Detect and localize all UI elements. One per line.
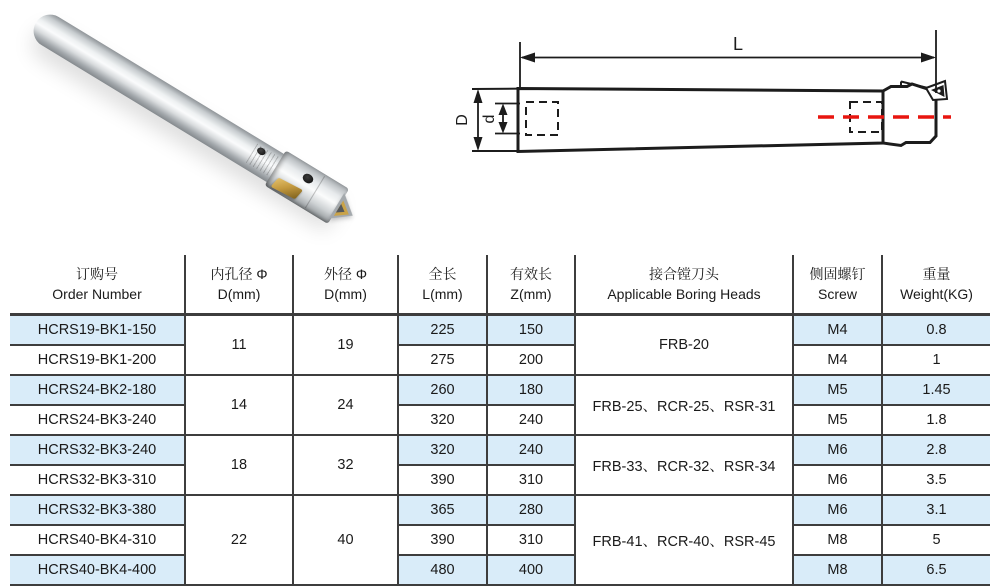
cell-order-number: HCRS40-BK4-310 — [10, 525, 185, 555]
cell-overall-length: 225 — [398, 315, 487, 346]
cell-screw: M4 — [793, 315, 882, 346]
header-order-number: 订购号 Order Number — [10, 255, 185, 315]
cell-order-number: HCRS32-BK3-240 — [10, 435, 185, 465]
cell-screw: M4 — [793, 345, 882, 375]
arrowhead — [499, 104, 508, 116]
header-overall-length: 全长 L(mm) — [398, 255, 487, 315]
cell-weight: 1.45 — [882, 375, 990, 405]
cell-overall-length: 320 — [398, 405, 487, 435]
cell-screw: M6 — [793, 435, 882, 465]
arrowhead — [921, 53, 936, 63]
cell-effective-length: 150 — [487, 315, 575, 346]
cell-order-number: HCRS24-BK2-180 — [10, 375, 185, 405]
cell-overall-length: 320 — [398, 435, 487, 465]
cell-inner-diameter: 18 — [185, 435, 293, 495]
header-boring-heads: 接合镗刀头 Applicable Boring Heads — [575, 255, 793, 315]
spec-table-body — [10, 315, 990, 586]
cell-effective-length: 180 — [487, 375, 575, 405]
header-inner-diameter: 内孔径 Φ D(mm) — [185, 255, 293, 315]
cell-effective-length: 280 — [487, 495, 575, 525]
cell-weight: 0.8 — [882, 315, 990, 346]
cell-screw: M5 — [793, 375, 882, 405]
cell-effective-length: 200 — [487, 345, 575, 375]
cell-overall-length: 390 — [398, 525, 487, 555]
table-row — [10, 555, 990, 585]
cell-weight: 1.8 — [882, 405, 990, 435]
table-row — [10, 375, 990, 405]
cell-outer-diameter: 32 — [293, 435, 398, 495]
cell-overall-length: 365 — [398, 495, 487, 525]
cell-effective-length: 310 — [487, 525, 575, 555]
header-effective-length: 有效长 Z(mm) — [487, 255, 575, 315]
table-row — [10, 435, 990, 465]
cell-overall-length: 480 — [398, 555, 487, 585]
cell-screw: M5 — [793, 405, 882, 435]
l-label: L — [733, 34, 743, 54]
cell-screw: M6 — [793, 465, 882, 495]
cell-boring-heads: FRB-25、RCR-25、RSR-31 — [575, 375, 793, 435]
cell-weight: 1 — [882, 345, 990, 375]
table-row — [10, 465, 990, 495]
cell-screw: M8 — [793, 555, 882, 585]
header-weight: 重量 Weight(KG) — [882, 255, 990, 315]
table-header-row — [10, 255, 990, 315]
insert-screw — [937, 89, 940, 92]
cell-effective-length: 400 — [487, 555, 575, 585]
cell-order-number: HCRS24-BK3-240 — [10, 405, 185, 435]
table-row — [10, 405, 990, 435]
cell-effective-length: 240 — [487, 405, 575, 435]
cell-order-number: HCRS32-BK3-310 — [10, 465, 185, 495]
table-row — [10, 495, 990, 525]
cell-effective-length: 310 — [487, 465, 575, 495]
table-row — [10, 315, 990, 346]
cell-inner-diameter: 22 — [185, 495, 293, 585]
cell-outer-diameter: 40 — [293, 495, 398, 585]
cell-boring-heads: FRB-33、RCR-32、RSR-34 — [575, 435, 793, 495]
spec-table — [10, 255, 990, 586]
cell-boring-heads: FRB-20 — [575, 315, 793, 376]
cell-weight: 3.1 — [882, 495, 990, 525]
header-outer-diameter: 外径 Φ D(mm) — [293, 255, 398, 315]
table-row — [10, 525, 990, 555]
cell-screw: M6 — [793, 495, 882, 525]
cell-order-number: HCRS19-BK1-200 — [10, 345, 185, 375]
arrowhead — [474, 89, 483, 103]
cell-weight: 2.8 — [882, 435, 990, 465]
carbide-insert — [271, 178, 303, 200]
cell-outer-diameter: 24 — [293, 375, 398, 435]
cell-inner-diameter: 11 — [185, 315, 293, 376]
d-inner-label: d — [481, 115, 498, 124]
dimension-diagram — [430, 0, 1000, 235]
arrowhead — [499, 122, 508, 134]
cell-overall-length: 275 — [398, 345, 487, 375]
cell-weight: 6.5 — [882, 555, 990, 585]
cell-weight: 5 — [882, 525, 990, 555]
cell-order-number: HCRS40-BK4-400 — [10, 555, 185, 585]
head-screw-hole — [301, 172, 315, 185]
cell-effective-length: 240 — [487, 435, 575, 465]
table-row — [10, 345, 990, 375]
bar-body-outline — [518, 89, 883, 152]
cell-inner-diameter: 14 — [185, 375, 293, 435]
cell-outer-diameter: 19 — [293, 315, 398, 376]
cell-overall-length: 390 — [398, 465, 487, 495]
header-screw: 侧固螺钉 Screw — [793, 255, 882, 315]
cell-screw: M8 — [793, 525, 882, 555]
cell-overall-length: 260 — [398, 375, 487, 405]
boring-bar-shaft — [27, 8, 343, 218]
cell-boring-heads: FRB-41、RCR-40、RSR-45 — [575, 495, 793, 585]
cell-order-number: HCRS32-BK3-380 — [10, 495, 185, 525]
cell-order-number: HCRS19-BK1-150 — [10, 315, 185, 346]
product-photo — [20, 0, 400, 230]
arrowhead — [520, 53, 535, 63]
arrowhead — [474, 137, 483, 151]
d-outer-label: D — [454, 114, 471, 126]
cell-weight: 3.5 — [882, 465, 990, 495]
